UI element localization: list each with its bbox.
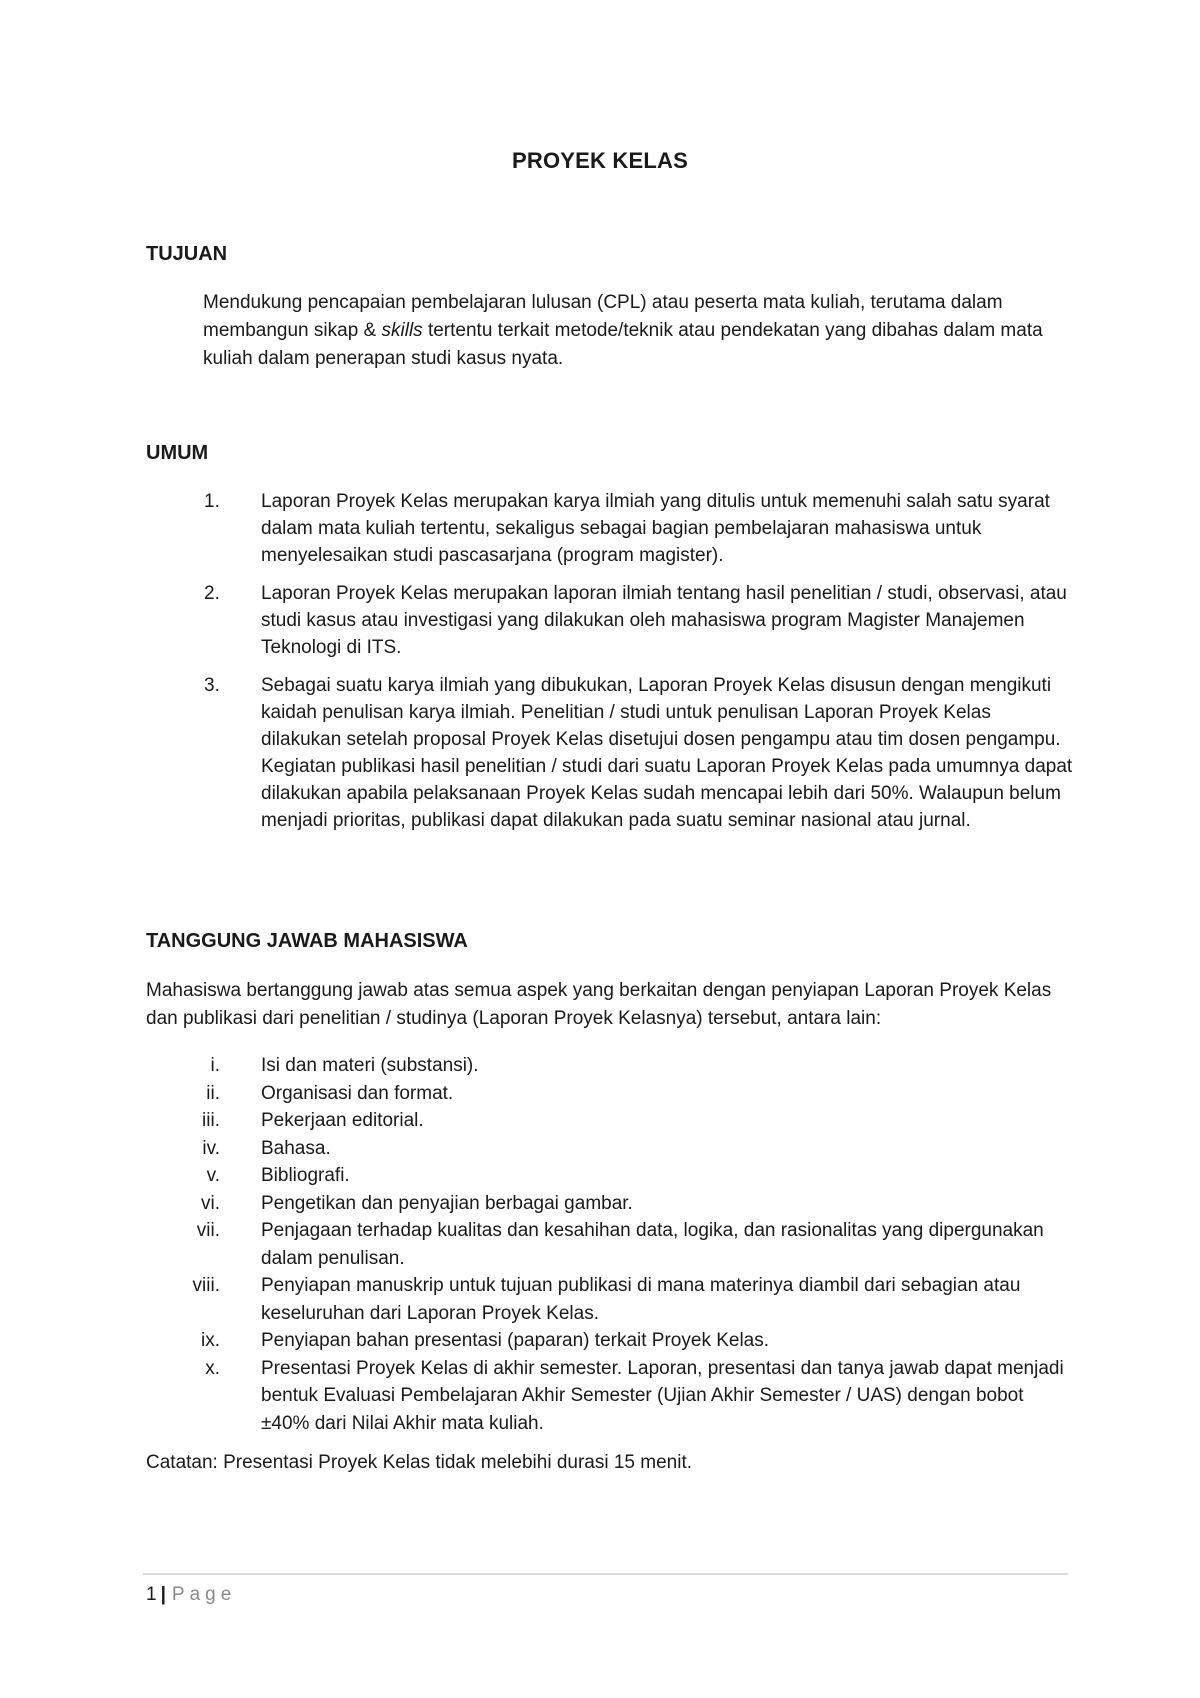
list-item-number: i. xyxy=(210,1055,220,1076)
list-item-text: Bibliografi. xyxy=(261,1165,350,1186)
list-item-number: v. xyxy=(206,1165,220,1186)
list-item xyxy=(146,1190,1076,1218)
footer-divider xyxy=(143,1573,1068,1575)
list-item xyxy=(146,1327,1076,1355)
list-item xyxy=(146,488,1076,569)
section-heading-umum: UMUM xyxy=(146,442,209,464)
list-item-text: Isi dan materi (substansi). xyxy=(261,1055,479,1076)
list-item-text: Penyiapan bahan presentasi (paparan) terkait Proyek Kelas. xyxy=(261,1330,770,1351)
list-item-number: 1. xyxy=(204,491,220,512)
page-title: PROYEK KELAS xyxy=(512,148,688,173)
footer-separator: | xyxy=(160,1584,166,1605)
list-item xyxy=(146,1135,1076,1163)
list-item xyxy=(146,1080,1076,1108)
tujuan-text-1: Mendukung pencapaian pembelajaran lulusan (CPL) atau peserta mata kuliah, terutama dalam membangun sikap & xyxy=(203,292,1003,341)
list-item-text: Laporan Proyek Kelas merupakan karya ilmiah yang ditulis untuk memenuhi salah satu syarat dalam mata kuliah tertentu, sekaligus sebagai bagian pembelajaran mahasiswa untuk menyelesaikan studi pascasarjana (program magister). xyxy=(261,491,1050,566)
section-heading-tanggung-jawab: TANGGUNG JAWAB MAHASISWA xyxy=(146,930,468,952)
list-item-number: iii. xyxy=(202,1110,220,1131)
list-item-number: iv. xyxy=(202,1137,220,1159)
list-item xyxy=(146,1217,1076,1272)
section-heading-tujuan: TUJUAN xyxy=(146,243,228,265)
list-item-number: vi. xyxy=(201,1192,220,1214)
list-item-text: Penjagaan terhadap kualitas dan kesahihan data, logika, dan rasionalitas yang dipergunakan dalam penulisan. xyxy=(261,1220,1044,1269)
list-item-text: Pekerjaan editorial. xyxy=(261,1110,424,1131)
tujuan-text-italic: skills xyxy=(381,320,423,341)
list-item-number: ii. xyxy=(206,1082,220,1104)
list-item xyxy=(146,1162,1076,1190)
page-footer xyxy=(146,1584,236,1606)
list-item-text: Bahasa. xyxy=(261,1137,331,1159)
list-item-text: Penyiapan manuskrip untuk tujuan publikasi di mana materinya diambil dari sebagian atau keseluruhan dari Laporan Proyek Kelas. xyxy=(261,1275,1021,1324)
list-item xyxy=(146,672,1076,834)
list-item-text: Organisasi dan format. xyxy=(261,1082,454,1104)
list-item xyxy=(146,1107,1076,1135)
list-item-text: Laporan Proyek Kelas merupakan laporan ilmiah tentang hasil penelitian / studi, observasi, atau studi kasus atau investigasi yang dilakukan oleh mahasiswa program Magister Manajemen Teknologi di ITS. xyxy=(261,583,1067,658)
list-item-text: Presentasi Proyek Kelas di akhir semester. Laporan, presentasi dan tanya jawab dapat menjadi bentuk Evaluasi Pembelajaran Akhir Semester (Ujian Akhir Semester / UAS) dengan bobot ±40% dari Nilai Akhir mata kuliah. xyxy=(261,1357,1064,1434)
page-number: 1 xyxy=(146,1584,157,1605)
note-text: Catatan: Presentasi Proyek Kelas tidak melebihi durasi 15 menit. xyxy=(146,1452,692,1473)
tanggung-jawab-list xyxy=(146,1052,1076,1437)
list-item xyxy=(146,1355,1076,1438)
list-item xyxy=(146,1272,1076,1327)
list-item-number: viii. xyxy=(192,1275,220,1296)
list-item-number: 3. xyxy=(204,675,220,696)
list-item-text: Sebagai suatu karya ilmiah yang dibukukan, Laporan Proyek Kelas disusun dengan mengikuti kaidah penulisan karya ilmiah. Penelitian / studi untuk penulisan Laporan Proyek Kelas dilakukan setelah proposal Proyek Kelas disetujui dosen pengampu atau tim dosen pengampu. Kegiatan publikasi hasil penelitian / studi dari suatu Laporan Proyek Kelas pada umumnya dapat dilakukan apabila pelaksanaan Proyek Kelas sudah mencapai lebih dari 50%. Walaupun belum menjadi prioritas, publikasi dapat dilakukan pada suatu seminar nasional atau jurnal. xyxy=(261,675,1073,831)
list-item xyxy=(146,1052,1076,1080)
list-item-number: vii. xyxy=(196,1220,220,1241)
list-item-text: Pengetikan dan penyajian berbagai gambar. xyxy=(261,1192,633,1214)
list-item-number: x. xyxy=(205,1357,220,1379)
page-label: Page xyxy=(171,1584,237,1605)
tujuan-text-2: tertentu terkait metode/teknik atau pendekatan yang dibahas dalam mata kuliah dalam penerapan studi kasus nyata. xyxy=(203,320,1043,369)
list-item-number: 2. xyxy=(204,583,220,604)
tanggung-jawab-intro: Mahasiswa bertanggung jawab atas semua aspek yang berkaitan dengan penyiapan Laporan Proyek Kelas dan publikasi dari penelitian / studinya (Laporan Proyek Kelasnya) tersebut, antara lain: xyxy=(146,980,1052,1029)
umum-list xyxy=(146,488,1076,845)
list-item xyxy=(146,580,1076,661)
list-item-number: ix. xyxy=(201,1330,220,1351)
tujuan-paragraph xyxy=(203,289,1073,373)
